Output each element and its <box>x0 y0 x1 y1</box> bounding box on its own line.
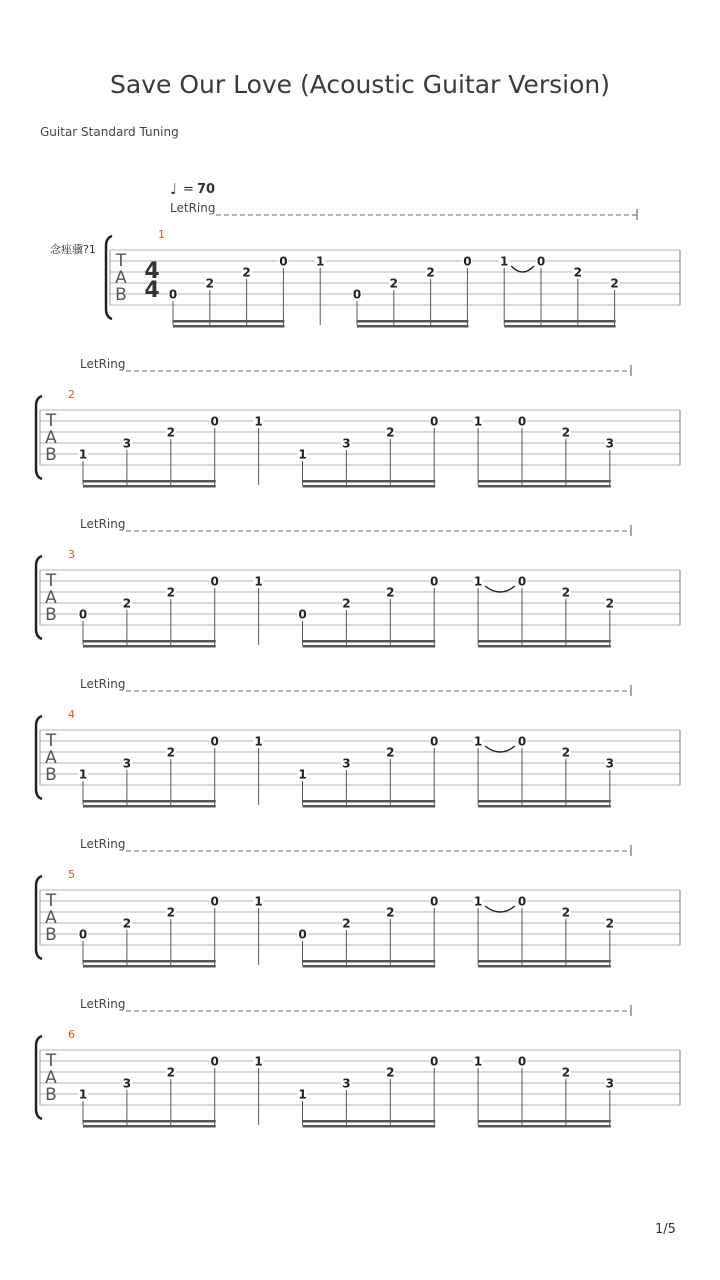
letring-label: LetRing <box>80 357 126 371</box>
beam <box>303 800 436 803</box>
fret-number: 0 <box>430 1054 439 1069</box>
tab-letter: T <box>45 571 57 591</box>
fret-number: 2 <box>166 585 175 600</box>
fret-number: 0 <box>78 927 88 942</box>
beam <box>478 645 611 648</box>
beam <box>83 960 216 963</box>
fret-number: 0 <box>517 734 527 749</box>
tab-letter: A <box>115 268 127 288</box>
time-signature-top: 4 <box>144 259 160 284</box>
fret-number: 0 <box>298 607 307 622</box>
system-bracket <box>106 236 112 319</box>
beam <box>478 1120 611 1123</box>
beam <box>303 480 436 483</box>
fret-number: 1 <box>473 894 483 909</box>
fret-number: 2 <box>342 596 351 611</box>
tab-letter: B <box>45 605 57 625</box>
measure-number: 5 <box>68 868 75 881</box>
beam <box>478 965 611 968</box>
beam <box>303 645 436 648</box>
fret-number: 2 <box>166 425 175 440</box>
fret-number: 0 <box>298 927 307 942</box>
beam <box>303 1125 436 1128</box>
fret-number: 3 <box>605 756 614 771</box>
tab-letter: A <box>45 588 57 608</box>
beam <box>478 800 611 803</box>
beam <box>303 640 436 643</box>
tab-letter: B <box>45 1085 57 1105</box>
fret-number: 0 <box>517 1054 527 1069</box>
measure-number: 3 <box>68 548 75 561</box>
tempo-equals: = <box>183 182 194 197</box>
fret-number: 2 <box>561 745 571 760</box>
fret-number: 2 <box>386 585 395 600</box>
tab-letter: A <box>45 748 57 768</box>
beam <box>83 1125 216 1128</box>
tab-letter: B <box>45 445 57 465</box>
system-bracket <box>36 716 42 799</box>
fret-number: 1 <box>298 447 307 462</box>
fret-number: 2 <box>389 276 398 291</box>
fret-number: 1 <box>298 767 307 782</box>
fret-number: 3 <box>122 436 132 451</box>
tuning-label: Guitar Standard Tuning <box>40 125 179 139</box>
fret-number: 0 <box>168 287 178 302</box>
measure-number: 1 <box>158 228 165 241</box>
beam <box>83 800 216 803</box>
fret-number: 2 <box>386 745 395 760</box>
system-bracket <box>36 876 42 959</box>
beam <box>83 485 216 488</box>
fret-number: 2 <box>205 276 214 291</box>
fret-number: 0 <box>430 414 439 429</box>
tie-arc <box>485 906 515 912</box>
fret-number: 0 <box>517 414 527 429</box>
fret-number: 2 <box>426 265 435 280</box>
fret-number: 1 <box>473 414 483 429</box>
page-number: 1/5 <box>655 1222 676 1237</box>
measure-number: 2 <box>68 388 75 401</box>
fret-number: 3 <box>122 1076 132 1091</box>
fret-number: 0 <box>352 287 362 302</box>
fret-number: 2 <box>610 276 619 291</box>
beam <box>478 640 611 643</box>
fret-number: 1 <box>254 734 263 749</box>
system-bracket <box>36 556 42 639</box>
beam <box>303 960 436 963</box>
fret-number: 1 <box>473 1054 483 1069</box>
tab-letter: T <box>45 731 57 751</box>
beam <box>478 485 611 488</box>
fret-number: 1 <box>78 1087 88 1102</box>
letring-label: LetRing <box>170 201 216 215</box>
fret-number: 2 <box>122 916 132 931</box>
fret-number: 0 <box>517 574 527 589</box>
beam <box>83 965 216 968</box>
beam <box>504 320 615 323</box>
beam <box>478 1125 611 1128</box>
fret-number: 0 <box>78 607 88 622</box>
fret-number: 2 <box>342 916 351 931</box>
tie-arc <box>485 586 515 592</box>
tab-letter: B <box>45 765 57 785</box>
fret-number: 1 <box>316 254 325 269</box>
beam <box>303 805 436 808</box>
tab-letter: T <box>45 1051 57 1071</box>
tab-letter: B <box>115 285 127 305</box>
fret-number: 1 <box>298 1087 307 1102</box>
fret-number: 2 <box>561 905 571 920</box>
fret-number: 0 <box>536 254 546 269</box>
system-bracket <box>36 396 42 479</box>
fret-number: 2 <box>166 1065 175 1080</box>
beam <box>478 960 611 963</box>
measure-number: 4 <box>68 708 75 721</box>
fret-number: 1 <box>254 574 263 589</box>
beam <box>83 645 216 648</box>
letring-label: LetRing <box>80 837 126 851</box>
fret-number: 1 <box>254 414 263 429</box>
beam <box>303 1120 436 1123</box>
fret-number: 1 <box>78 447 88 462</box>
fret-number: 2 <box>122 596 132 611</box>
beam <box>478 480 611 483</box>
beam <box>303 485 436 488</box>
fret-number: 2 <box>386 905 395 920</box>
tab-letter: A <box>45 428 57 448</box>
fret-number: 0 <box>279 254 288 269</box>
fret-number: 0 <box>210 1054 219 1069</box>
fret-number: 0 <box>430 734 439 749</box>
tab-letter: T <box>45 891 57 911</box>
fret-number: 3 <box>605 1076 614 1091</box>
fret-number: 3 <box>122 756 132 771</box>
beam <box>173 320 284 323</box>
beam <box>357 325 468 328</box>
measure-number: 6 <box>68 1028 75 1041</box>
fret-number: 1 <box>254 1054 263 1069</box>
fret-number: 0 <box>463 254 472 269</box>
tab-letter: A <box>45 1068 57 1088</box>
fret-number: 3 <box>342 1076 351 1091</box>
tempo-bpm: 70 <box>197 182 216 197</box>
fret-number: 1 <box>78 767 88 782</box>
fret-number: 1 <box>473 734 483 749</box>
tempo-note-icon: ♩ <box>170 180 178 198</box>
fret-number: 1 <box>500 254 509 269</box>
beam <box>504 325 615 328</box>
fret-number: 1 <box>473 574 483 589</box>
fret-number: 0 <box>210 414 219 429</box>
beam <box>83 640 216 643</box>
letring-label: LetRing <box>80 517 126 531</box>
fret-number: 2 <box>561 1065 571 1080</box>
fret-number: 0 <box>430 894 439 909</box>
beam <box>83 1120 216 1123</box>
fret-number: 2 <box>561 425 571 440</box>
time-signature-bottom: 4 <box>144 278 160 303</box>
tie-arc <box>485 746 515 752</box>
beam <box>478 805 611 808</box>
fret-number: 0 <box>210 574 219 589</box>
fret-number: 2 <box>242 265 251 280</box>
beam <box>303 965 436 968</box>
fret-number: 3 <box>342 436 351 451</box>
fret-number: 2 <box>605 596 614 611</box>
tab-letter: T <box>115 251 127 271</box>
fret-number: 2 <box>166 745 175 760</box>
fret-number: 2 <box>573 265 582 280</box>
fret-number: 0 <box>210 734 219 749</box>
fret-number: 0 <box>210 894 219 909</box>
tab-letter: A <box>45 908 57 928</box>
fret-number: 2 <box>605 916 614 931</box>
system-bracket <box>36 1036 42 1119</box>
tab-letter: B <box>45 925 57 945</box>
fret-number: 3 <box>605 436 614 451</box>
fret-number: 2 <box>386 1065 395 1080</box>
fret-number: 1 <box>254 894 263 909</box>
fret-number: 2 <box>166 905 175 920</box>
beam <box>83 805 216 808</box>
fret-number: 2 <box>561 585 571 600</box>
letring-label: LetRing <box>80 677 126 691</box>
letring-label: LetRing <box>80 997 126 1011</box>
beam <box>173 325 284 328</box>
beam <box>83 480 216 483</box>
score-title: Save Our Love (Acoustic Guitar Version) <box>110 70 610 99</box>
fret-number: 2 <box>386 425 395 440</box>
beam <box>357 320 468 323</box>
tab-letter: T <box>45 411 57 431</box>
fret-number: 3 <box>342 756 351 771</box>
fret-number: 0 <box>517 894 527 909</box>
track-label: 念痤骥?1 <box>50 243 96 256</box>
fret-number: 0 <box>430 574 439 589</box>
tie-arc <box>511 266 534 272</box>
